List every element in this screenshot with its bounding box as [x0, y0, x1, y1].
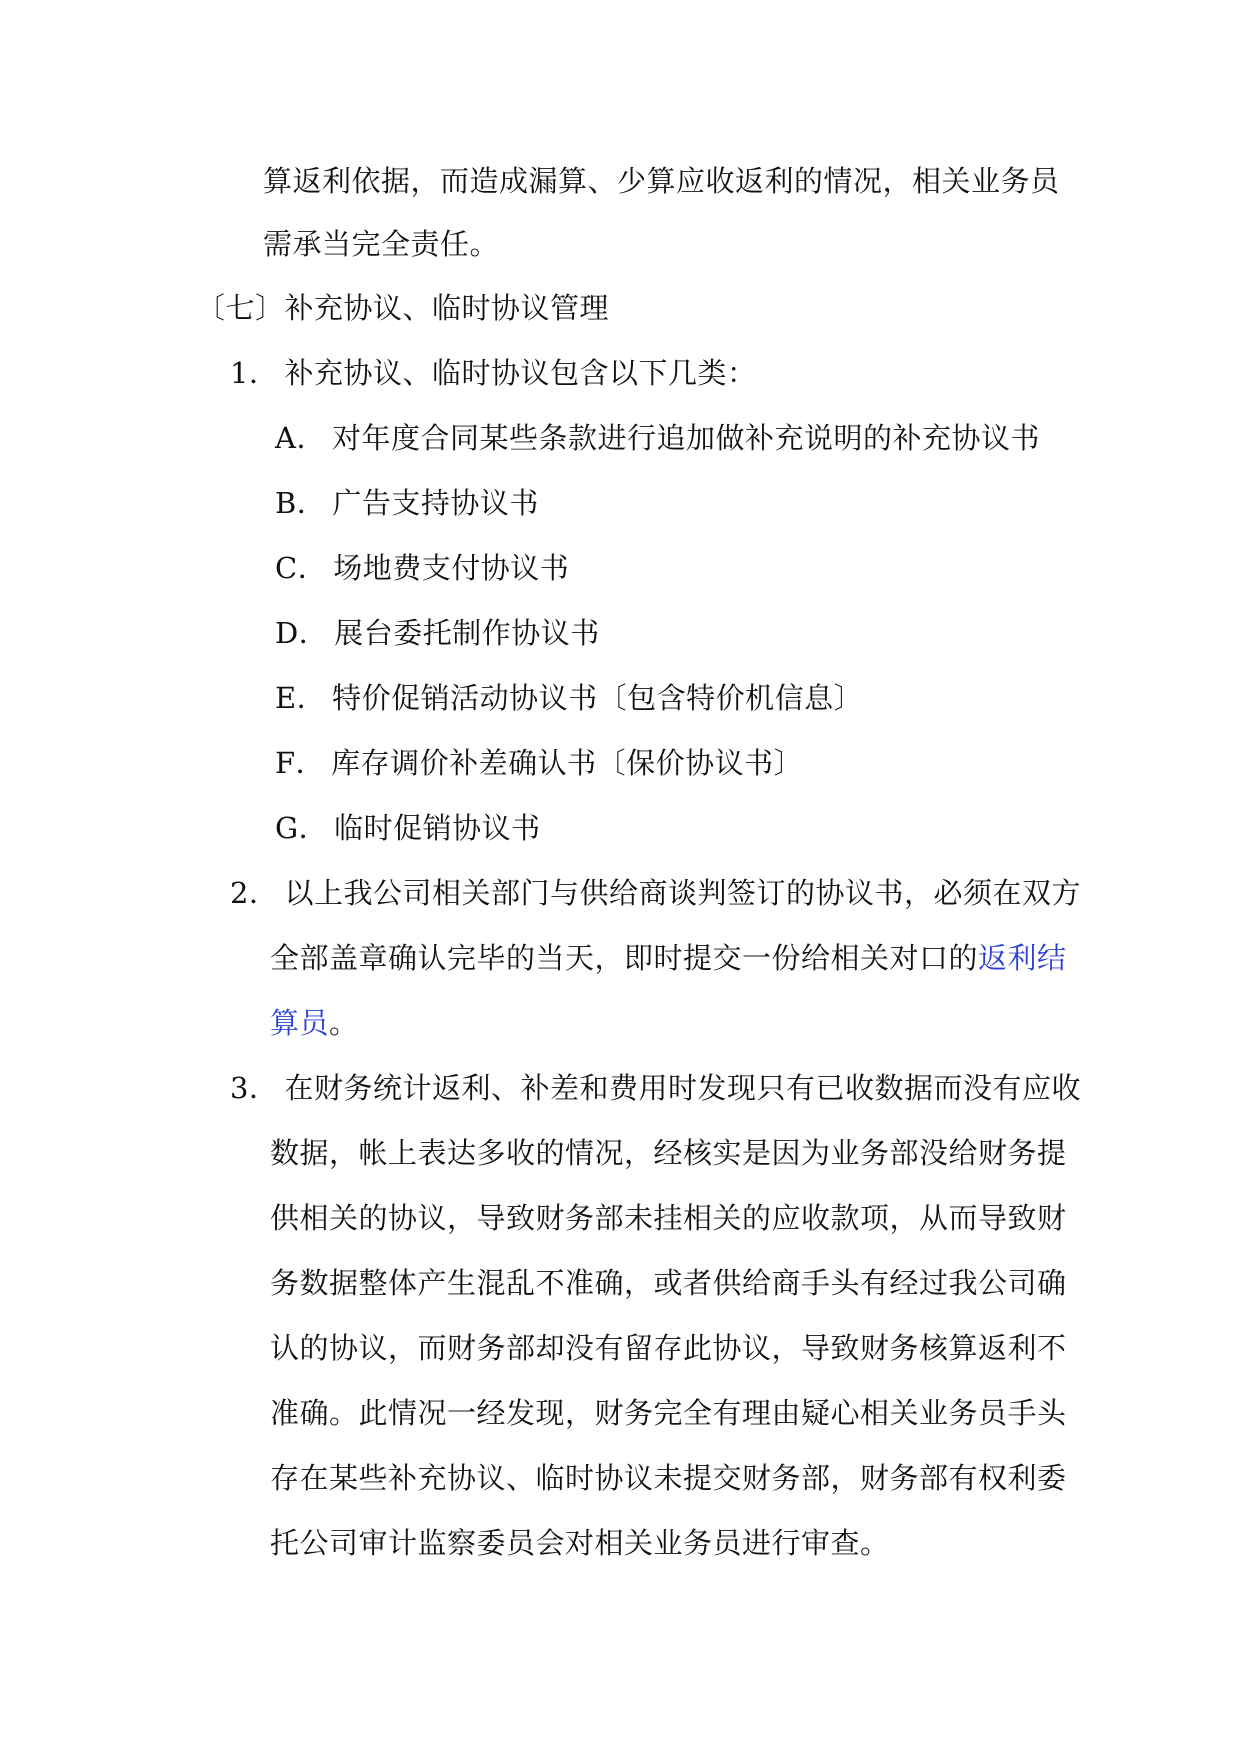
paragraph-line [270, 1005, 359, 1041]
sub-item-b [275, 485, 539, 521]
paragraph-text: 。 [329, 1006, 359, 1040]
sub-item-text: 展台委托制作协议书 [334, 616, 600, 650]
list-number: 1． [230, 356, 279, 390]
list-item-3 [230, 1070, 1081, 1106]
paragraph-line: 务数据整体产生混乱不准确，或者供给商手头有经过我公司确 [270, 1266, 1067, 1300]
sub-item-text: 广告支持协议书 [332, 486, 539, 520]
list-item-text: 以上我公司相关部门与供给商谈判签订的协议书，必须在双方 [284, 876, 1081, 910]
sub-item-label: G． [275, 811, 329, 845]
paragraph-line: 供相关的协议，导致财务部未挂相关的应收款项，从而导致财 [270, 1201, 1067, 1235]
sub-item-e [275, 680, 863, 716]
rebate-clerk-link[interactable]: 返利结 [978, 941, 1067, 975]
sub-item-g [275, 810, 541, 846]
sub-item-a [275, 420, 1040, 456]
list-item-1 [230, 355, 756, 391]
rebate-clerk-link[interactable]: 算员 [270, 1006, 330, 1040]
paragraph-line: 存在某些补充协议、临时协议未提交财务部，财务部有权利委 [270, 1461, 1067, 1495]
sub-item-label: A． [275, 421, 326, 455]
paragraph-text: 全部盖章确认完毕的当天，即时提交一份给相关对口的 [270, 941, 979, 975]
sub-item-text: 场地费支付协议书 [333, 551, 570, 585]
paragraph-line: 认的协议，而财务部却没有留存此协议，导致财务核算返利不 [270, 1331, 1067, 1365]
paragraph-line: 数据，帐上表达多收的情况，经核实是因为业务部没给财务提 [270, 1136, 1067, 1170]
sub-item-d [275, 615, 600, 651]
list-number: 3． [230, 1071, 279, 1105]
sub-item-text: 特价促销活动协议书〔包含特价机信息〕 [332, 681, 864, 715]
paragraph-line: 准确。此情况一经发现，财务完全有理由疑心相关业务员手头 [270, 1396, 1067, 1430]
paragraph-line: 算返利依据，而造成漏算、少算应收返利的情况，相关业务员 [263, 164, 1060, 198]
sub-item-label: C． [275, 551, 328, 585]
sub-item-text: 临时促销协议书 [334, 811, 541, 845]
list-item-text: 补充协议、临时协议包含以下几类： [284, 356, 757, 390]
sub-item-label: B． [275, 486, 327, 520]
sub-item-label: E． [275, 681, 327, 715]
paragraph-line: 需承当完全责任。 [263, 227, 500, 261]
paragraph-line: 托公司审计监察委员会对相关业务员进行审查。 [270, 1526, 890, 1560]
section-heading: 〔七〕补充协议、临时协议管理 [196, 291, 610, 325]
sub-item-c [275, 550, 569, 586]
paragraph-line [270, 940, 1067, 976]
sub-item-text: 对年度合同某些条款进行追加做补充说明的补充协议书 [331, 421, 1040, 455]
sub-item-text: 库存调价补差确认书〔保价协议书〕 [331, 746, 804, 780]
sub-item-label: D． [275, 616, 329, 650]
list-item-2 [230, 875, 1081, 911]
list-item-text: 在财务统计返利、补差和费用时发现只有已收数据而没有应收 [284, 1071, 1081, 1105]
sub-item-f [275, 745, 803, 781]
list-number: 2． [230, 876, 279, 910]
sub-item-label: F． [275, 746, 326, 780]
